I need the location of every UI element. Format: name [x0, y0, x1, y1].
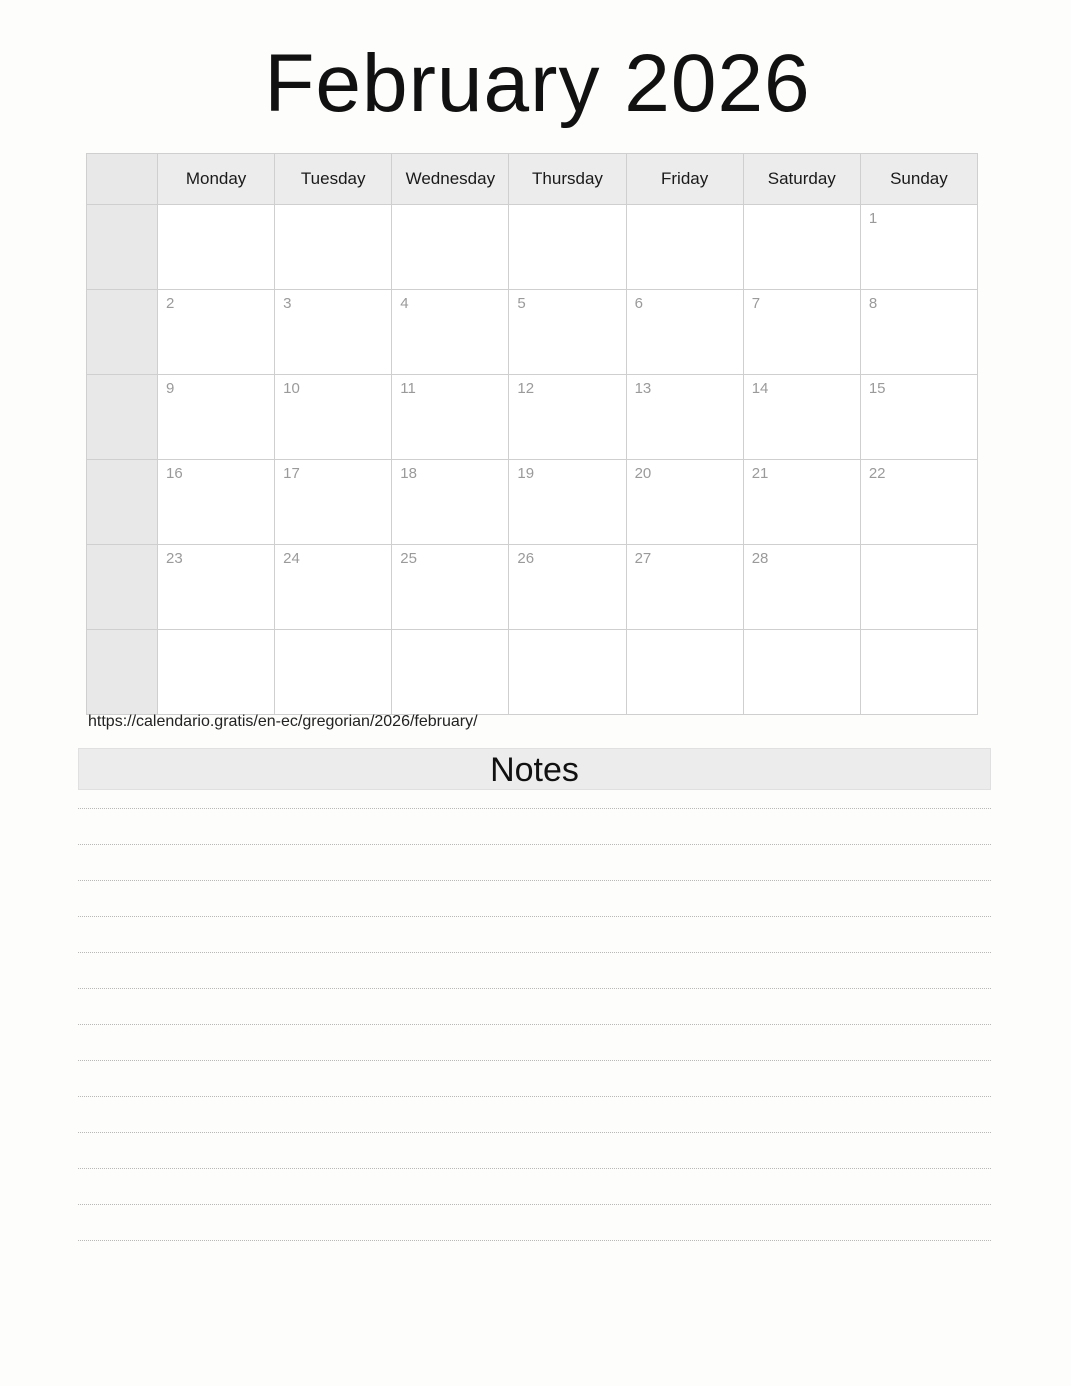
calendar-week-row	[87, 545, 978, 630]
weekday-header-sunday: Sunday	[860, 154, 977, 205]
day-cell[interactable]	[392, 545, 509, 630]
day-cell[interactable]	[158, 460, 275, 545]
notes-header	[78, 748, 991, 790]
day-cell[interactable]	[158, 375, 275, 460]
day-cell[interactable]	[275, 460, 392, 545]
day-cell[interactable]	[743, 630, 860, 715]
notes-line	[78, 952, 991, 953]
day-number: 15	[868, 380, 886, 397]
day-number: 13	[634, 380, 652, 397]
notes-line	[78, 880, 991, 881]
day-number: 9	[166, 380, 175, 397]
notes-line	[78, 1204, 991, 1205]
day-number: 14	[751, 380, 769, 397]
calendar-gutter-cell	[87, 545, 158, 630]
day-cell[interactable]	[158, 545, 275, 630]
day-cell[interactable]	[509, 460, 626, 545]
day-cell[interactable]	[392, 205, 509, 290]
day-number: 3	[283, 295, 292, 312]
day-number: 12	[517, 380, 535, 397]
day-number	[744, 630, 860, 636]
day-number	[158, 205, 274, 211]
day-cell[interactable]	[275, 545, 392, 630]
day-cell[interactable]	[626, 290, 743, 375]
calendar-gutter-cell	[87, 460, 158, 545]
day-number: 25	[400, 550, 417, 567]
day-cell[interactable]	[392, 375, 509, 460]
notes-line	[78, 1168, 991, 1169]
day-cell[interactable]	[275, 630, 392, 715]
calendar-week-row	[87, 205, 978, 290]
notes-lines[interactable]	[78, 790, 991, 1260]
day-number: 8	[868, 295, 878, 312]
day-number: 21	[751, 465, 769, 482]
notes-line	[78, 1024, 991, 1025]
day-cell[interactable]	[509, 545, 626, 630]
day-cell[interactable]	[509, 290, 626, 375]
day-number	[627, 630, 743, 636]
day-number	[861, 545, 977, 551]
day-number: 17	[283, 465, 300, 482]
calendar-table	[86, 153, 978, 715]
day-cell[interactable]	[275, 205, 392, 290]
day-cell[interactable]	[392, 290, 509, 375]
day-cell[interactable]	[158, 205, 275, 290]
day-cell[interactable]	[743, 205, 860, 290]
notes-line	[78, 808, 991, 809]
day-cell[interactable]	[626, 545, 743, 630]
weekday-header-saturday: Saturday	[743, 154, 860, 205]
day-cell[interactable]	[392, 460, 509, 545]
day-cell[interactable]	[158, 630, 275, 715]
day-number: 11	[400, 380, 416, 397]
notes-line	[78, 1096, 991, 1097]
weekday-header-friday: Friday	[626, 154, 743, 205]
notes-title: Notes	[490, 751, 579, 789]
calendar-week-row	[87, 630, 978, 715]
day-number	[744, 205, 860, 211]
calendar-gutter-header	[87, 154, 158, 205]
day-cell[interactable]	[860, 375, 977, 460]
day-cell[interactable]	[626, 630, 743, 715]
day-cell[interactable]	[743, 375, 860, 460]
day-cell[interactable]	[509, 205, 626, 290]
calendar-header-row	[87, 154, 978, 205]
day-cell[interactable]	[743, 290, 860, 375]
day-number: 16	[166, 465, 183, 482]
day-cell[interactable]	[626, 205, 743, 290]
day-number: 18	[400, 465, 417, 482]
day-cell[interactable]	[509, 630, 626, 715]
calendar-gutter-cell	[87, 290, 158, 375]
day-cell[interactable]	[743, 545, 860, 630]
day-number: 28	[751, 550, 769, 567]
day-cell[interactable]	[392, 630, 509, 715]
day-number: 19	[517, 465, 535, 482]
day-number: 7	[751, 295, 761, 312]
day-number: 23	[166, 550, 183, 567]
day-cell[interactable]	[860, 290, 977, 375]
day-number	[861, 630, 977, 636]
notes-line	[78, 988, 991, 989]
calendar-gutter-cell	[87, 205, 158, 290]
weekday-header-monday: Monday	[158, 154, 275, 205]
day-number: 5	[517, 295, 526, 312]
day-number: 20	[634, 465, 652, 482]
notes-line	[78, 844, 991, 845]
calendar-week-row	[87, 375, 978, 460]
weekday-header-thursday: Thursday	[509, 154, 626, 205]
calendar-week-row	[87, 290, 978, 375]
day-cell[interactable]	[509, 375, 626, 460]
day-cell[interactable]	[860, 545, 977, 630]
calendar-week-row	[87, 460, 978, 545]
day-cell[interactable]	[275, 375, 392, 460]
notes-line	[78, 916, 991, 917]
day-cell[interactable]	[158, 290, 275, 375]
day-cell[interactable]	[860, 630, 977, 715]
day-number: 4	[400, 295, 409, 312]
day-number: 1	[868, 210, 878, 227]
day-number	[627, 205, 743, 211]
calendar-gutter-cell	[87, 375, 158, 460]
day-number	[509, 205, 625, 211]
day-number: 27	[634, 550, 652, 567]
day-number: 6	[634, 295, 643, 312]
day-cell[interactable]	[626, 375, 743, 460]
weekday-header-wednesday: Wednesday	[392, 154, 509, 205]
day-number	[392, 630, 508, 636]
day-cell[interactable]	[626, 460, 743, 545]
day-cell[interactable]	[275, 290, 392, 375]
day-number: 24	[283, 550, 300, 567]
day-number	[392, 205, 508, 211]
notes-line	[78, 1132, 991, 1133]
notes-line	[78, 1240, 991, 1241]
day-number	[275, 630, 391, 636]
page-title: February 2026	[264, 38, 811, 129]
day-number: 26	[517, 550, 535, 567]
source-url[interactable]: https://calendario.gratis/en-ec/gregorian/2026/february/	[88, 713, 478, 730]
weekday-header-tuesday: Tuesday	[275, 154, 392, 205]
day-cell[interactable]	[860, 205, 977, 290]
day-number: 10	[283, 380, 300, 397]
day-cell[interactable]	[743, 460, 860, 545]
notes-line	[78, 1060, 991, 1061]
day-number: 2	[166, 295, 175, 312]
day-number: 22	[868, 465, 886, 482]
day-number	[509, 630, 625, 636]
day-number	[275, 205, 391, 211]
day-number	[158, 630, 274, 636]
calendar-gutter-cell	[87, 630, 158, 715]
day-cell[interactable]	[860, 460, 977, 545]
